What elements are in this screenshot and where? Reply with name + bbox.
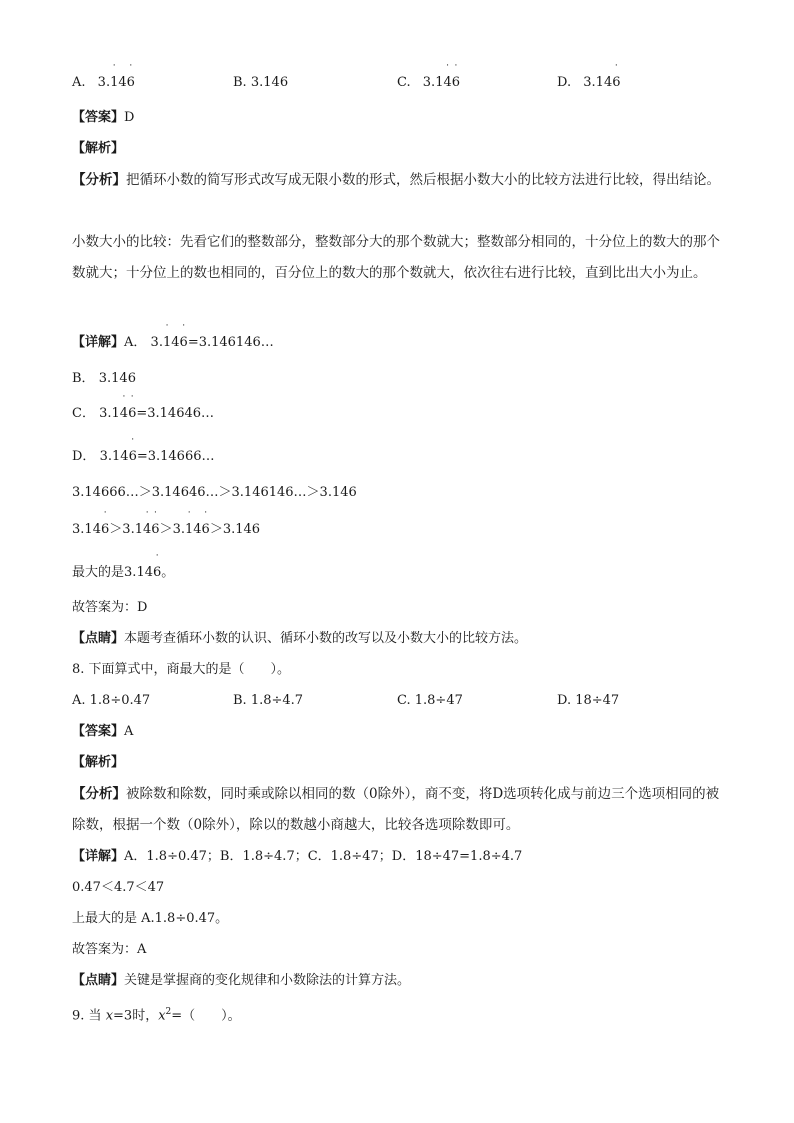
decimal-digit: 4 · [443,61,452,90]
repeat-dot: · [454,61,458,71]
repeat-dot: · [131,435,135,445]
repeat-dot: · [129,61,133,71]
q7-option-b: B. 3.146 [233,75,289,90]
decimal-digit: 1 [111,371,120,386]
decimal-digit: 1 [136,565,145,580]
repeating-decimal [150,321,188,350]
q8-analysis: 【分析】被除数和除数，同时乘或除以相同的数（0除外），商不变，将D选项转化成与前边三个选项相同的被除数，根据一个数（0除外），除以的数越小商越大，比较各选项除数即可。 [72,786,720,833]
repeat-dot: · [187,508,191,518]
decimal-digit: 4 [193,522,202,537]
repeating-decimal [99,435,137,464]
decimal-digit: 1 · [184,508,194,537]
decimal-digit: 3 [99,406,108,421]
q8-option-c: C. 1.8÷47 [397,693,463,708]
q8-stem: 8. 下面算式中，商最大的是（ ）。 [72,662,291,677]
repeating-decimal [72,508,110,537]
decimal-digit: 4 · [142,508,152,537]
decimal-digit: 6 · [126,61,135,90]
q8-detail: 【详解】A．1.8÷0.47；B．1.8÷4.7；C．1.8÷47；D．18÷47=1.8÷4.7 [72,849,523,864]
decimal-digit: 4 [603,75,613,90]
decimal-digit: 3 [72,522,81,537]
q7-option-a: A. 3.1 · 46 · [72,61,135,90]
decimal-digit: 6 · [151,508,160,537]
decimal-digit: . [431,75,436,90]
q7-answer: 【答案】D [72,110,135,125]
decimal-digit: 6 · [451,61,461,90]
decimal-digit: 4 [118,75,127,90]
q8-final: 故答案为：A [72,942,147,957]
repeat-dot: · [182,321,186,331]
decimal-digit: 3 [422,75,432,90]
repeat-dot: · [112,61,116,71]
repeat-dot: · [103,508,107,518]
q8-option-b: B. 1.8÷4.7 [233,693,304,708]
decimal-digit: 1 [112,449,121,464]
repeating-decimal [99,371,136,386]
q9-stem: 9. 当 x=3时，$x^2=$（ ）。 [72,1007,241,1024]
repeat-dot: · [165,321,169,331]
q7-detail-a: 【详解】A． 3.1 · 46 · =3.146146… [72,321,274,350]
decimal-digit: 1 [595,75,604,90]
q7-detail-d: D． 3.146 · =3.14666… [72,435,215,464]
repeat-dot: · [155,551,159,561]
decimal-digit: 6 · [128,392,137,421]
q7-analysis: 【分析】把循环小数的简写形式改写成无限小数的形式，然后根据小数大小的比较方法进行比较，得出结论。 [72,172,720,188]
q8-comment: 【点睛】关键是掌握商的变化规律和小数除法的计算方法。 [72,973,411,988]
repeat-dot: · [614,61,618,71]
repeating-decimal [251,75,288,90]
repeating-decimal [99,392,137,421]
decimal-digit: 4 [171,335,180,350]
decimal-digit: . [107,406,112,421]
decimal-digit: 6 [127,371,136,386]
decimal-digit: 3 [97,75,106,90]
decimal-digit: 6 · [612,61,621,90]
decimal-digit: 3 [98,371,107,386]
decimal-digit: 1 · [110,61,119,90]
decimal-digit: 1 [435,75,444,90]
decimal-digit: 3 [150,335,159,350]
decimal-digit: . [107,449,112,464]
q7-max: 最大的是3.146 · 。 [72,551,175,580]
decimal-digit: 3 [172,522,181,537]
decimal-digit: 3 [583,75,592,90]
q8-compare: 0.47＜4.7＜47 [72,880,165,895]
q7-option-c: C. 3.14 · 6 · [397,61,461,90]
decimal-digit: 6 [279,75,289,90]
decimal-digit: . [105,75,111,90]
repeat-dot: · [153,508,157,518]
repeat-dot: · [446,61,450,71]
repeat-dot: · [130,392,134,402]
q7-rule: 小数大小的比较：先看它们的整数部分，整数部分大的那个数就大；整数部分相同的，十分位上的数大的那个数就大；十分位上的数也相同的，百分位上的数大的那个数就大，依次往右进行比较，直到比出大小为止。 [72,234,720,281]
decimal-digit: . [106,371,112,386]
decimal-digit: 4 [144,565,153,580]
q8-jiexi-heading: 【解析】 [72,755,125,770]
decimal-digit: 3 [99,449,108,464]
decimal-digit: 1 [84,522,93,537]
repeat-dot: · [145,508,149,518]
q7-compare-repeating: 3.146 · ＞3.14 · 6 · ＞3.1 · 46 · ＞3.146 [72,508,261,537]
decimal-digit: 3 [250,75,260,90]
decimal-digit: 4 [92,522,101,537]
q7-compare-expanded: 3.14666…＞3.14646…＞3.146146…＞3.146 [72,485,357,500]
decimal-digit: 4 [271,75,280,90]
decimal-digit: 6 · [201,508,210,537]
decimal-digit: . [591,75,596,90]
decimal-digit: . [259,75,264,90]
decimal-digit: . [132,565,137,580]
repeating-decimal [122,508,160,537]
decimal-digit: 6 · [128,435,137,464]
decimal-digit: 6 · [179,321,188,350]
q8-option-a: A. 1.8÷0.47 [72,693,151,708]
q7-detail-b: B． 3.146 [72,371,136,386]
decimal-digit: . [80,522,85,537]
repeat-dot: · [204,508,208,518]
decimal-digit: 1 [134,522,143,537]
decimal-digit: 1 [263,75,272,90]
decimal-digit: 6 · [153,551,162,580]
q7-detail-c: C． 3.14 · 6 · =3.14646… [72,392,215,421]
repeating-decimal [172,508,210,537]
decimal-digit: 6 · [100,508,110,537]
q7-option-d: D. 3.146 · [557,61,621,90]
q8-option-d: D. 18÷47 [557,693,620,708]
repeating-decimal [124,551,162,580]
decimal-digit: . [130,522,135,537]
decimal-digit: . [158,335,163,350]
decimal-digit: 4 [119,371,128,386]
decimal-digit: 4 · [119,392,129,421]
decimal-digit: . [180,522,185,537]
q9-variable-squared: x [158,1008,166,1024]
repeat-dot: · [122,392,126,402]
q7-jiexi-heading: 【解析】 [72,141,125,156]
decimal-digit: 1 [111,406,120,421]
q7-final: 故答案为：D [72,600,148,615]
decimal-digit: 3 [122,522,131,537]
decimal-digit: 4 [120,449,129,464]
q8-max: 上最大的是 A.1.8÷0.47。 [72,911,229,926]
decimal-digit: 3 [124,565,133,580]
q9-variable: x [105,1008,114,1024]
q8-answer: 【答案】A [72,724,134,739]
q7-comment: 【点睛】本题考查循环小数的认识、循环小数的改写以及小数大小的比较方法。 [72,631,528,646]
decimal-digit: 1 · [162,321,172,350]
